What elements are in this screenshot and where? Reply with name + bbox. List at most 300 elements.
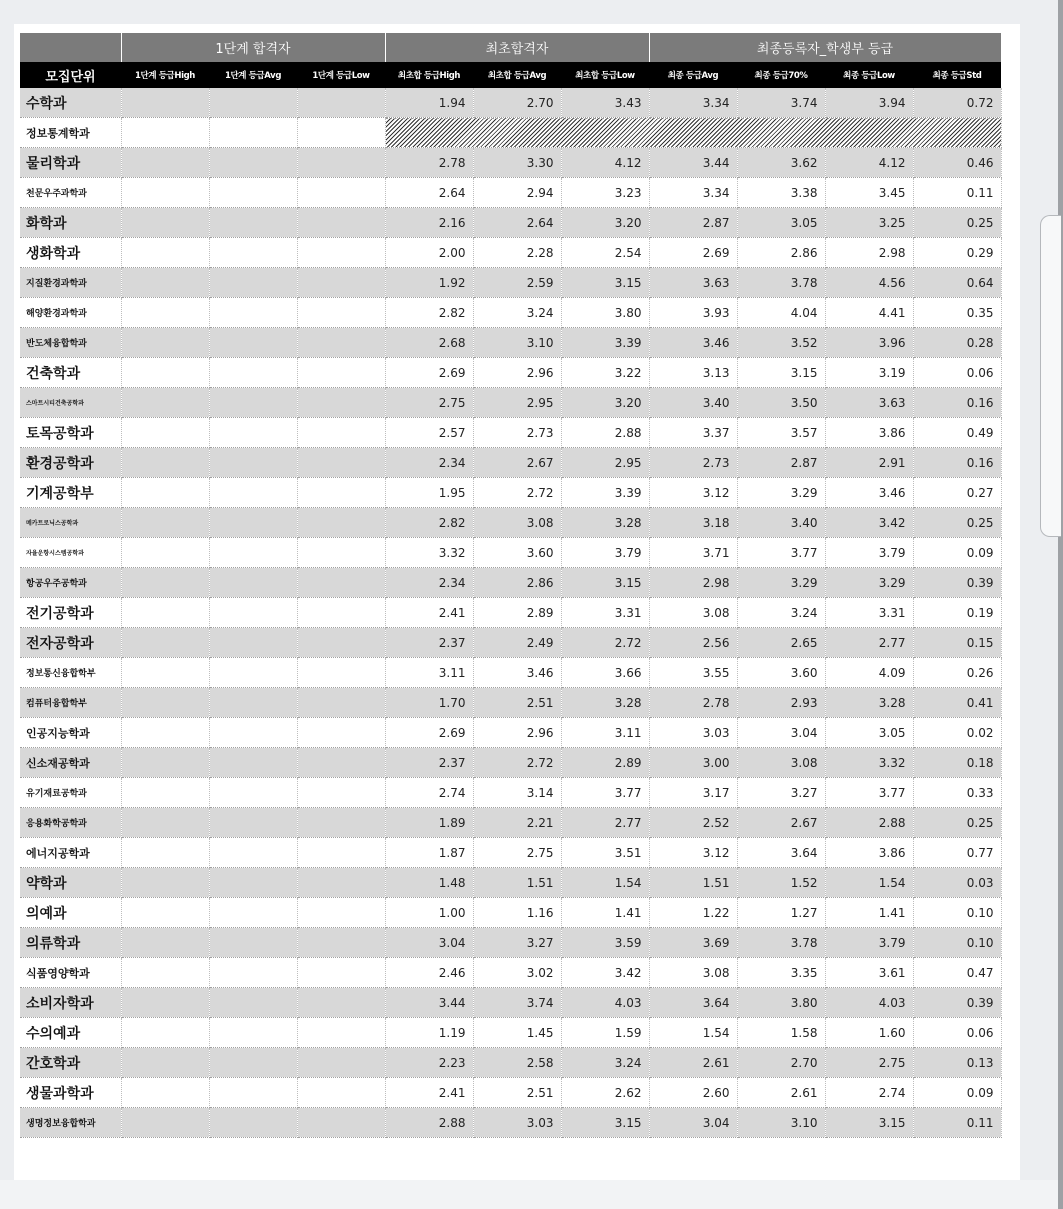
table-row xyxy=(20,388,1001,418)
grade-cell: 3.96 xyxy=(825,328,913,358)
grade-cell: 3.42 xyxy=(825,508,913,538)
table-row xyxy=(20,328,1001,358)
column-header-row xyxy=(20,62,1001,88)
grade-cell: 3.17 xyxy=(649,778,737,808)
grade-cell: 3.63 xyxy=(649,268,737,298)
grade-cell: 3.46 xyxy=(825,478,913,508)
table-row xyxy=(20,928,1001,958)
grade-cell: 2.75 xyxy=(473,838,561,868)
grade-cell: 2.73 xyxy=(473,418,561,448)
grade-cell: 1.87 xyxy=(385,838,473,868)
column-header: 최초합 등급Avg xyxy=(473,62,561,88)
grade-cell xyxy=(209,958,297,988)
grade-cell: 0.47 xyxy=(913,958,1001,988)
column-header: 모집단위 xyxy=(20,62,121,88)
department-name: 응용화학공학과 xyxy=(20,808,121,838)
grade-cell xyxy=(209,538,297,568)
grade-cell: 1.16 xyxy=(473,898,561,928)
grade-cell xyxy=(121,628,209,658)
department-name: 의류학과 xyxy=(20,928,121,958)
grade-cell: 0.77 xyxy=(913,838,1001,868)
grade-cell: 0.11 xyxy=(913,178,1001,208)
grade-cell: 0.13 xyxy=(913,1048,1001,1078)
grade-cell: 3.40 xyxy=(737,508,825,538)
grade-cell: 2.21 xyxy=(473,808,561,838)
grade-cell: 3.34 xyxy=(649,178,737,208)
table-row xyxy=(20,1078,1001,1108)
background-strip xyxy=(0,1180,1063,1209)
grade-cell: 2.93 xyxy=(737,688,825,718)
grade-cell: 2.74 xyxy=(825,1078,913,1108)
grade-cell: 3.15 xyxy=(561,1108,649,1138)
grade-cell xyxy=(297,118,385,148)
grade-cell: 1.41 xyxy=(561,898,649,928)
grade-cell: 2.00 xyxy=(385,238,473,268)
table-row xyxy=(20,448,1001,478)
grade-cell: 3.61 xyxy=(825,958,913,988)
grade-cell: 1.22 xyxy=(649,898,737,928)
table-row xyxy=(20,778,1001,808)
grade-cell: 2.65 xyxy=(737,628,825,658)
grade-cell xyxy=(121,688,209,718)
grade-cell xyxy=(297,718,385,748)
table-row xyxy=(20,808,1001,838)
grade-cell xyxy=(297,268,385,298)
table-row xyxy=(20,508,1001,538)
grade-cell xyxy=(121,778,209,808)
grade-cell xyxy=(121,958,209,988)
grade-cell: 0.64 xyxy=(913,268,1001,298)
grade-cell xyxy=(297,808,385,838)
grade-cell xyxy=(297,838,385,868)
grade-cell: 2.41 xyxy=(385,598,473,628)
grade-cell: 2.96 xyxy=(473,718,561,748)
grade-cell: 1.54 xyxy=(561,868,649,898)
grade-cell: 3.28 xyxy=(561,508,649,538)
grade-cell: 2.62 xyxy=(561,1078,649,1108)
grade-cell xyxy=(121,928,209,958)
grade-cell: 0.06 xyxy=(913,1018,1001,1048)
grade-cell: 3.12 xyxy=(649,478,737,508)
grade-cell xyxy=(121,268,209,298)
grade-cell xyxy=(121,88,209,118)
grade-cell xyxy=(209,418,297,448)
department-name: 메카트로닉스공학과 xyxy=(20,508,121,538)
grade-cell xyxy=(297,1108,385,1138)
grade-cell xyxy=(209,898,297,928)
grade-cell: 3.29 xyxy=(737,568,825,598)
grade-cell: 3.39 xyxy=(561,328,649,358)
table-row xyxy=(20,988,1001,1018)
table-row xyxy=(20,208,1001,238)
grade-cell: 4.41 xyxy=(825,298,913,328)
grade-cell: 2.34 xyxy=(385,448,473,478)
department-name: 물리학과 xyxy=(20,148,121,178)
department-name: 생화학과 xyxy=(20,238,121,268)
grade-cell: 1.52 xyxy=(737,868,825,898)
grade-cell: 3.78 xyxy=(737,268,825,298)
grade-cell: 4.12 xyxy=(561,148,649,178)
grade-cell: 3.03 xyxy=(473,1108,561,1138)
grade-cell: 2.51 xyxy=(473,688,561,718)
table-row xyxy=(20,418,1001,448)
grade-cell xyxy=(209,328,297,358)
grade-cell: 2.96 xyxy=(473,358,561,388)
table-row xyxy=(20,358,1001,388)
grade-cell: 3.20 xyxy=(561,388,649,418)
grade-cell xyxy=(297,958,385,988)
grade-cell xyxy=(297,478,385,508)
grade-cell: 3.28 xyxy=(561,688,649,718)
grade-cell: 3.86 xyxy=(825,418,913,448)
department-name: 에너지공학과 xyxy=(20,838,121,868)
table-row xyxy=(20,628,1001,658)
grade-cell: 2.23 xyxy=(385,1048,473,1078)
grade-cell: 3.62 xyxy=(737,148,825,178)
grade-cell: 3.63 xyxy=(825,388,913,418)
grade-cell: 3.15 xyxy=(737,358,825,388)
grade-cell: 2.67 xyxy=(737,808,825,838)
grade-cell: 3.08 xyxy=(473,508,561,538)
column-header: 최초합 등급High xyxy=(385,62,473,88)
grade-cell: 0.39 xyxy=(913,568,1001,598)
grade-cell: 2.82 xyxy=(385,508,473,538)
grade-cell: 1.92 xyxy=(385,268,473,298)
grade-cell: 2.87 xyxy=(737,448,825,478)
grade-cell: 3.51 xyxy=(561,838,649,868)
grade-cell: 0.19 xyxy=(913,598,1001,628)
grade-cell: 3.42 xyxy=(561,958,649,988)
grade-cell: 2.88 xyxy=(561,418,649,448)
grade-cell xyxy=(297,748,385,778)
grade-cell: 3.40 xyxy=(649,388,737,418)
grade-cell: 2.73 xyxy=(649,448,737,478)
grade-cell: 2.54 xyxy=(561,238,649,268)
grade-cell: 3.31 xyxy=(561,598,649,628)
grade-cell: 3.04 xyxy=(649,1108,737,1138)
grade-cell xyxy=(209,928,297,958)
grade-cell xyxy=(209,298,297,328)
grade-cell: 3.13 xyxy=(649,358,737,388)
grade-cell xyxy=(121,208,209,238)
grade-cell: 3.10 xyxy=(737,1108,825,1138)
grade-cell: 0.33 xyxy=(913,778,1001,808)
grade-cell: 3.60 xyxy=(737,658,825,688)
grade-cell: 2.57 xyxy=(385,418,473,448)
group-header-row xyxy=(20,33,1001,62)
grade-cell xyxy=(121,868,209,898)
grade-cell xyxy=(121,1078,209,1108)
column-header: 최종 등급Low xyxy=(825,62,913,88)
grade-cell: 2.95 xyxy=(561,448,649,478)
grade-cell: 0.25 xyxy=(913,208,1001,238)
grade-cell: 2.75 xyxy=(385,388,473,418)
grade-cell xyxy=(121,358,209,388)
grade-cell: 3.31 xyxy=(825,598,913,628)
grade-cell xyxy=(121,748,209,778)
grade-cell xyxy=(297,898,385,928)
grade-cell: 3.04 xyxy=(737,718,825,748)
grade-cell: 0.29 xyxy=(913,238,1001,268)
grade-cell xyxy=(297,178,385,208)
grade-cell: 3.86 xyxy=(825,838,913,868)
grade-cell xyxy=(297,928,385,958)
grade-cell: 3.46 xyxy=(649,328,737,358)
grade-cell: 2.91 xyxy=(825,448,913,478)
grade-cell: 2.82 xyxy=(385,298,473,328)
grade-cell: 0.72 xyxy=(913,88,1001,118)
table-row xyxy=(20,1018,1001,1048)
grade-cell xyxy=(297,1048,385,1078)
grade-cell: 3.08 xyxy=(649,598,737,628)
grade-cell: 4.12 xyxy=(825,148,913,178)
grade-cell: 1.59 xyxy=(561,1018,649,1048)
grade-cell: 3.32 xyxy=(825,748,913,778)
grade-cell: 3.52 xyxy=(737,328,825,358)
group-header-blank xyxy=(20,33,121,62)
grade-cell: 2.64 xyxy=(385,178,473,208)
grade-cell: 3.74 xyxy=(473,988,561,1018)
grade-cell: 2.70 xyxy=(737,1048,825,1078)
grade-cell xyxy=(121,148,209,178)
grade-cell xyxy=(297,1018,385,1048)
grade-cell: 2.72 xyxy=(561,628,649,658)
grade-cell xyxy=(297,148,385,178)
grade-cell xyxy=(209,628,297,658)
grade-cell xyxy=(297,448,385,478)
grade-cell xyxy=(121,568,209,598)
grade-cell xyxy=(297,388,385,418)
grade-cell: 0.46 xyxy=(913,148,1001,178)
grade-cell: 3.29 xyxy=(737,478,825,508)
grade-cell: 2.75 xyxy=(825,1048,913,1078)
table-row xyxy=(20,898,1001,928)
grade-cell: 3.77 xyxy=(737,538,825,568)
grade-cell xyxy=(121,1048,209,1078)
grade-cell: 4.09 xyxy=(825,658,913,688)
department-name: 건축학과 xyxy=(20,358,121,388)
grade-cell: 2.51 xyxy=(473,1078,561,1108)
table-row xyxy=(20,298,1001,328)
grade-cell xyxy=(209,148,297,178)
grade-cell: 2.59 xyxy=(473,268,561,298)
table-row xyxy=(20,688,1001,718)
table-row xyxy=(20,478,1001,508)
grade-cell xyxy=(297,628,385,658)
grade-cell: 3.15 xyxy=(825,1108,913,1138)
grade-cell: 2.88 xyxy=(385,1108,473,1138)
table-row xyxy=(20,958,1001,988)
grade-cell: 3.25 xyxy=(825,208,913,238)
grade-cell: 3.35 xyxy=(737,958,825,988)
grade-cell: 2.88 xyxy=(825,808,913,838)
grade-cell: 2.78 xyxy=(385,148,473,178)
grade-cell xyxy=(121,898,209,928)
department-name: 전기공학과 xyxy=(20,598,121,628)
grade-cell: 0.18 xyxy=(913,748,1001,778)
group-header-final: 최종등록자_학생부 등급 xyxy=(649,33,1001,62)
grade-cell: 3.69 xyxy=(649,928,737,958)
grade-cell: 1.89 xyxy=(385,808,473,838)
grade-cell: 3.45 xyxy=(825,178,913,208)
department-name: 환경공학과 xyxy=(20,448,121,478)
column-header: 최종 등급Std xyxy=(913,62,1001,88)
grade-cell: 3.74 xyxy=(737,88,825,118)
department-name: 토목공학과 xyxy=(20,418,121,448)
department-name: 신소재공학과 xyxy=(20,748,121,778)
grade-cell: 4.56 xyxy=(825,268,913,298)
grade-cell: 3.30 xyxy=(473,148,561,178)
grade-cell: 3.08 xyxy=(737,748,825,778)
grade-cell: 2.37 xyxy=(385,748,473,778)
grade-cell: 3.79 xyxy=(825,928,913,958)
grade-cell xyxy=(121,118,209,148)
department-name: 해양환경과학과 xyxy=(20,298,121,328)
grade-cell xyxy=(209,388,297,418)
grade-cell xyxy=(297,238,385,268)
table-row xyxy=(20,658,1001,688)
grade-cell: 0.16 xyxy=(913,448,1001,478)
grade-cell: 2.94 xyxy=(473,178,561,208)
grade-cell: 0.39 xyxy=(913,988,1001,1018)
grade-cell xyxy=(121,658,209,688)
grade-cell xyxy=(209,478,297,508)
grade-cell: 3.28 xyxy=(825,688,913,718)
grade-cell: 3.15 xyxy=(561,268,649,298)
grade-cell xyxy=(297,658,385,688)
grade-cell: 0.09 xyxy=(913,1078,1001,1108)
grade-cell xyxy=(209,118,297,148)
grade-cell xyxy=(209,88,297,118)
grade-cell: 2.61 xyxy=(649,1048,737,1078)
grade-cell: 0.15 xyxy=(913,628,1001,658)
grade-cell: 3.64 xyxy=(737,838,825,868)
grade-cell xyxy=(209,238,297,268)
grade-cell: 3.43 xyxy=(561,88,649,118)
department-name: 의예과 xyxy=(20,898,121,928)
grade-cell: 3.80 xyxy=(561,298,649,328)
grade-cell: 0.10 xyxy=(913,928,1001,958)
grade-cell: 3.23 xyxy=(561,178,649,208)
grade-cell: 2.69 xyxy=(385,358,473,388)
grade-cell: 3.71 xyxy=(649,538,737,568)
column-header: 최초합 등급Low xyxy=(561,62,649,88)
grade-cell xyxy=(121,538,209,568)
column-header: 최종 등급70% xyxy=(737,62,825,88)
grade-cell: 2.61 xyxy=(737,1078,825,1108)
grade-cell: 3.27 xyxy=(737,778,825,808)
grade-cell xyxy=(297,868,385,898)
grade-cell: 2.98 xyxy=(825,238,913,268)
grade-cell: 2.52 xyxy=(649,808,737,838)
grade-cell: 3.79 xyxy=(561,538,649,568)
grade-cell: 0.27 xyxy=(913,478,1001,508)
grade-cell: 3.05 xyxy=(737,208,825,238)
grade-cell: 2.72 xyxy=(473,478,561,508)
grade-cell: 3.66 xyxy=(561,658,649,688)
grade-cell: 3.19 xyxy=(825,358,913,388)
grade-cell: 3.34 xyxy=(649,88,737,118)
column-header: 최종 등급Avg xyxy=(649,62,737,88)
grade-cell: 3.93 xyxy=(649,298,737,328)
table-row xyxy=(20,148,1001,178)
grade-cell: 3.37 xyxy=(649,418,737,448)
table-row xyxy=(20,598,1001,628)
grade-cell xyxy=(209,808,297,838)
grade-cell: 3.38 xyxy=(737,178,825,208)
grade-cell: 3.04 xyxy=(385,928,473,958)
table-row xyxy=(20,868,1001,898)
grade-cell: 1.51 xyxy=(649,868,737,898)
grade-cell: 2.28 xyxy=(473,238,561,268)
grade-cell: 0.03 xyxy=(913,868,1001,898)
grade-cell: 0.28 xyxy=(913,328,1001,358)
department-name: 항공우주공학과 xyxy=(20,568,121,598)
grade-cell: 3.02 xyxy=(473,958,561,988)
grade-cell: 3.03 xyxy=(649,718,737,748)
grade-cell xyxy=(121,508,209,538)
grade-cell: 1.54 xyxy=(649,1018,737,1048)
grade-cell xyxy=(297,688,385,718)
grade-cell: 2.37 xyxy=(385,628,473,658)
grade-cell xyxy=(209,688,297,718)
grade-cell: 3.15 xyxy=(561,568,649,598)
grade-cell xyxy=(209,1108,297,1138)
grade-cell: 2.77 xyxy=(825,628,913,658)
grade-cell: 4.04 xyxy=(737,298,825,328)
table-row xyxy=(20,268,1001,298)
group-header-stage1: 1단계 합격자 xyxy=(121,33,385,62)
side-scroll-handle[interactable] xyxy=(1040,215,1061,537)
table-body xyxy=(20,88,1001,1138)
grade-cell xyxy=(209,208,297,238)
grade-cell: 2.78 xyxy=(649,688,737,718)
grade-cell: 3.00 xyxy=(649,748,737,778)
department-name: 수학과 xyxy=(20,88,121,118)
grade-cell: 2.77 xyxy=(561,808,649,838)
grade-cell: 3.18 xyxy=(649,508,737,538)
grade-cell: 2.98 xyxy=(649,568,737,598)
grade-cell xyxy=(209,358,297,388)
grade-cell: 3.12 xyxy=(649,838,737,868)
grade-cell: 1.95 xyxy=(385,478,473,508)
table-row xyxy=(20,838,1001,868)
grade-cell: 0.09 xyxy=(913,538,1001,568)
grade-cell xyxy=(121,478,209,508)
grade-cell: 1.27 xyxy=(737,898,825,928)
department-name: 전자공학과 xyxy=(20,628,121,658)
grade-cell xyxy=(209,658,297,688)
grade-cell xyxy=(297,208,385,238)
grade-cell xyxy=(297,1078,385,1108)
grade-cell xyxy=(209,268,297,298)
grade-cell xyxy=(209,868,297,898)
grade-cell: 3.29 xyxy=(825,568,913,598)
department-name: 화학과 xyxy=(20,208,121,238)
grade-cell: 1.00 xyxy=(385,898,473,928)
grade-cell: 2.41 xyxy=(385,1078,473,1108)
department-name: 인공지능학과 xyxy=(20,718,121,748)
column-header: 1단계 등급Low xyxy=(297,62,385,88)
table-row xyxy=(20,718,1001,748)
grade-cell: 2.70 xyxy=(473,88,561,118)
grade-cell xyxy=(121,718,209,748)
grade-cell: 2.69 xyxy=(385,718,473,748)
department-name: 지질환경과학과 xyxy=(20,268,121,298)
grade-cell: 0.41 xyxy=(913,688,1001,718)
grade-cell xyxy=(121,448,209,478)
grade-cell: 3.77 xyxy=(561,778,649,808)
